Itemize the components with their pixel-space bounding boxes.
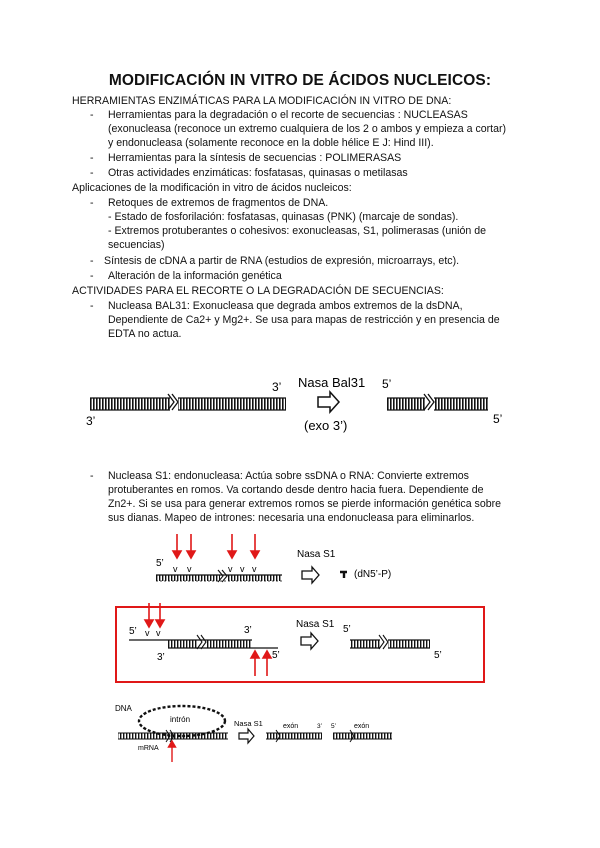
label-3prime: 3’ <box>86 414 96 428</box>
label-3prime: 3’ <box>317 723 323 730</box>
text-line: sus dianas. Mapeo de intrones: necesaria una endonucleasa para eliminarlos. <box>108 512 475 524</box>
bullet: - <box>90 197 94 209</box>
label-5prime: 5’ <box>434 650 442 661</box>
loop-mark: v <box>252 564 257 574</box>
loop-mark: v <box>156 628 161 638</box>
bullet: - <box>90 255 94 267</box>
s1-loop-diagram <box>156 534 391 583</box>
loop-mark: v <box>187 564 192 574</box>
bullet: - <box>90 470 94 482</box>
bullet: - <box>90 152 94 164</box>
s1-overhang-diagram <box>116 603 484 682</box>
product-label: (dN5’-P) <box>354 569 392 580</box>
intron-label: intrón <box>170 715 191 724</box>
mrna-label: mRNA <box>138 745 159 752</box>
process-arrow-icon <box>301 633 318 649</box>
process-arrow-icon <box>318 392 339 412</box>
text-line: EDTA no actua. <box>108 328 182 340</box>
text-line: Nucleasa S1: endonucleasa: Actúa sobre ssDNA o RNA: Convierte extremos <box>108 470 469 482</box>
bal31-diagram <box>86 375 502 433</box>
text-line: Herramientas para la síntesis de secuencias : POLIMERASAS <box>108 152 402 164</box>
exon-label: exón <box>283 723 299 730</box>
text-line: - Estado de fosforilación: fosfatasas, quinasas (PNK) (marcaje de sondas). <box>108 211 459 223</box>
label-5prime: 5’ <box>156 558 164 569</box>
dna-label: DNA <box>115 704 132 713</box>
cut-arrow-icon <box>169 741 176 762</box>
label-5prime: 5’ <box>272 650 280 661</box>
page-title: MODIFICACIÓN IN VITRO DE ÁCIDOS NUCLEICOS: <box>108 72 492 89</box>
loop-mark: v <box>145 628 150 638</box>
process-arrow-icon <box>302 567 319 583</box>
bullet: - <box>90 167 94 179</box>
text-line: Herramientas para la degradación o el recorte de secuencias : NUCLEASAS <box>108 109 468 121</box>
text-line: - Extremos protuberantes o cohesivos: exonucleasas, S1, polimerasas (unión de <box>108 225 487 237</box>
label-5prime: 5’ <box>129 626 137 637</box>
label-5prime: 5’ <box>331 723 337 730</box>
enzyme-label: Nasa S1 <box>234 719 263 728</box>
enzyme-label: Nasa Bal31 <box>298 375 366 390</box>
exon-label: exón <box>354 723 370 730</box>
label-3prime: 3’ <box>157 652 165 663</box>
section-heading-tools: HERRAMIENTAS ENZIMÁTICAS PARA LA MODIFICACIÓN IN VITRO DE DNA: <box>72 95 452 107</box>
bullet: - <box>90 300 94 312</box>
bullet: - <box>90 109 94 121</box>
intron-mapping-diagram <box>115 704 392 762</box>
process-arrow-icon <box>239 729 254 743</box>
label-5prime: 5’ <box>382 377 392 391</box>
section-heading-activities: ACTIVIDADES PARA EL RECORTE O LA DEGRADACIÓN DE SECUENCIAS: <box>72 285 444 297</box>
text-line: Retoques de extremos de fragmentos de DNA. <box>108 197 329 209</box>
label-5prime: 5’ <box>343 624 351 635</box>
label-3prime: 3’ <box>272 380 282 394</box>
text-line: Alteración de la información genética <box>108 270 282 282</box>
label-3prime: 3’ <box>244 625 252 636</box>
loop-mark: v <box>173 564 178 574</box>
text-line: y endonucleasa (solamente reconoce en la doble hélice E J: Hind III). <box>108 137 434 149</box>
text-line: Nucleasa BAL31: Exonucleasa que degrada ambos extremos de la dsDNA, <box>108 300 463 312</box>
section-heading-applications: Aplicaciones de la modificación in vitro de ácidos nucleicos: <box>72 182 352 194</box>
enzyme-label: Nasa S1 <box>297 549 336 560</box>
activity-label: (exo 3’) <box>304 418 348 433</box>
nucleotide-icon <box>340 572 347 578</box>
text-line: Dependiente de Ca2+ y Mg2+. Se usa para mapas de restricción y en presencia de <box>108 314 500 326</box>
label-5prime: 5’ <box>493 412 503 426</box>
text-line: secuencias) <box>108 239 165 251</box>
enzyme-label: Nasa S1 <box>296 619 335 630</box>
loop-mark: v <box>240 564 245 574</box>
text-line: Zn2+. Si se usa para generar extremos romos se pierde información genética sobre <box>108 498 502 510</box>
text-line: Síntesis de cDNA a partir de RNA (estudios de expresión, microarrays, etc). <box>104 255 460 267</box>
bullet: - <box>90 270 94 282</box>
cut-arrow-icons <box>173 534 259 558</box>
text-line: protuberantes en romos. Va cortando desde dentro hacia fuera. Dependiente de <box>108 484 484 496</box>
text-line: Otras actividades enzimáticas: fosfatasas, quinasas o metilasas <box>108 167 408 179</box>
loop-mark: v <box>228 564 233 574</box>
text-line: (exonucleasa (reconoce un extremo cualquiera de los 2 o ambos y empieza a cortar) <box>108 123 507 135</box>
